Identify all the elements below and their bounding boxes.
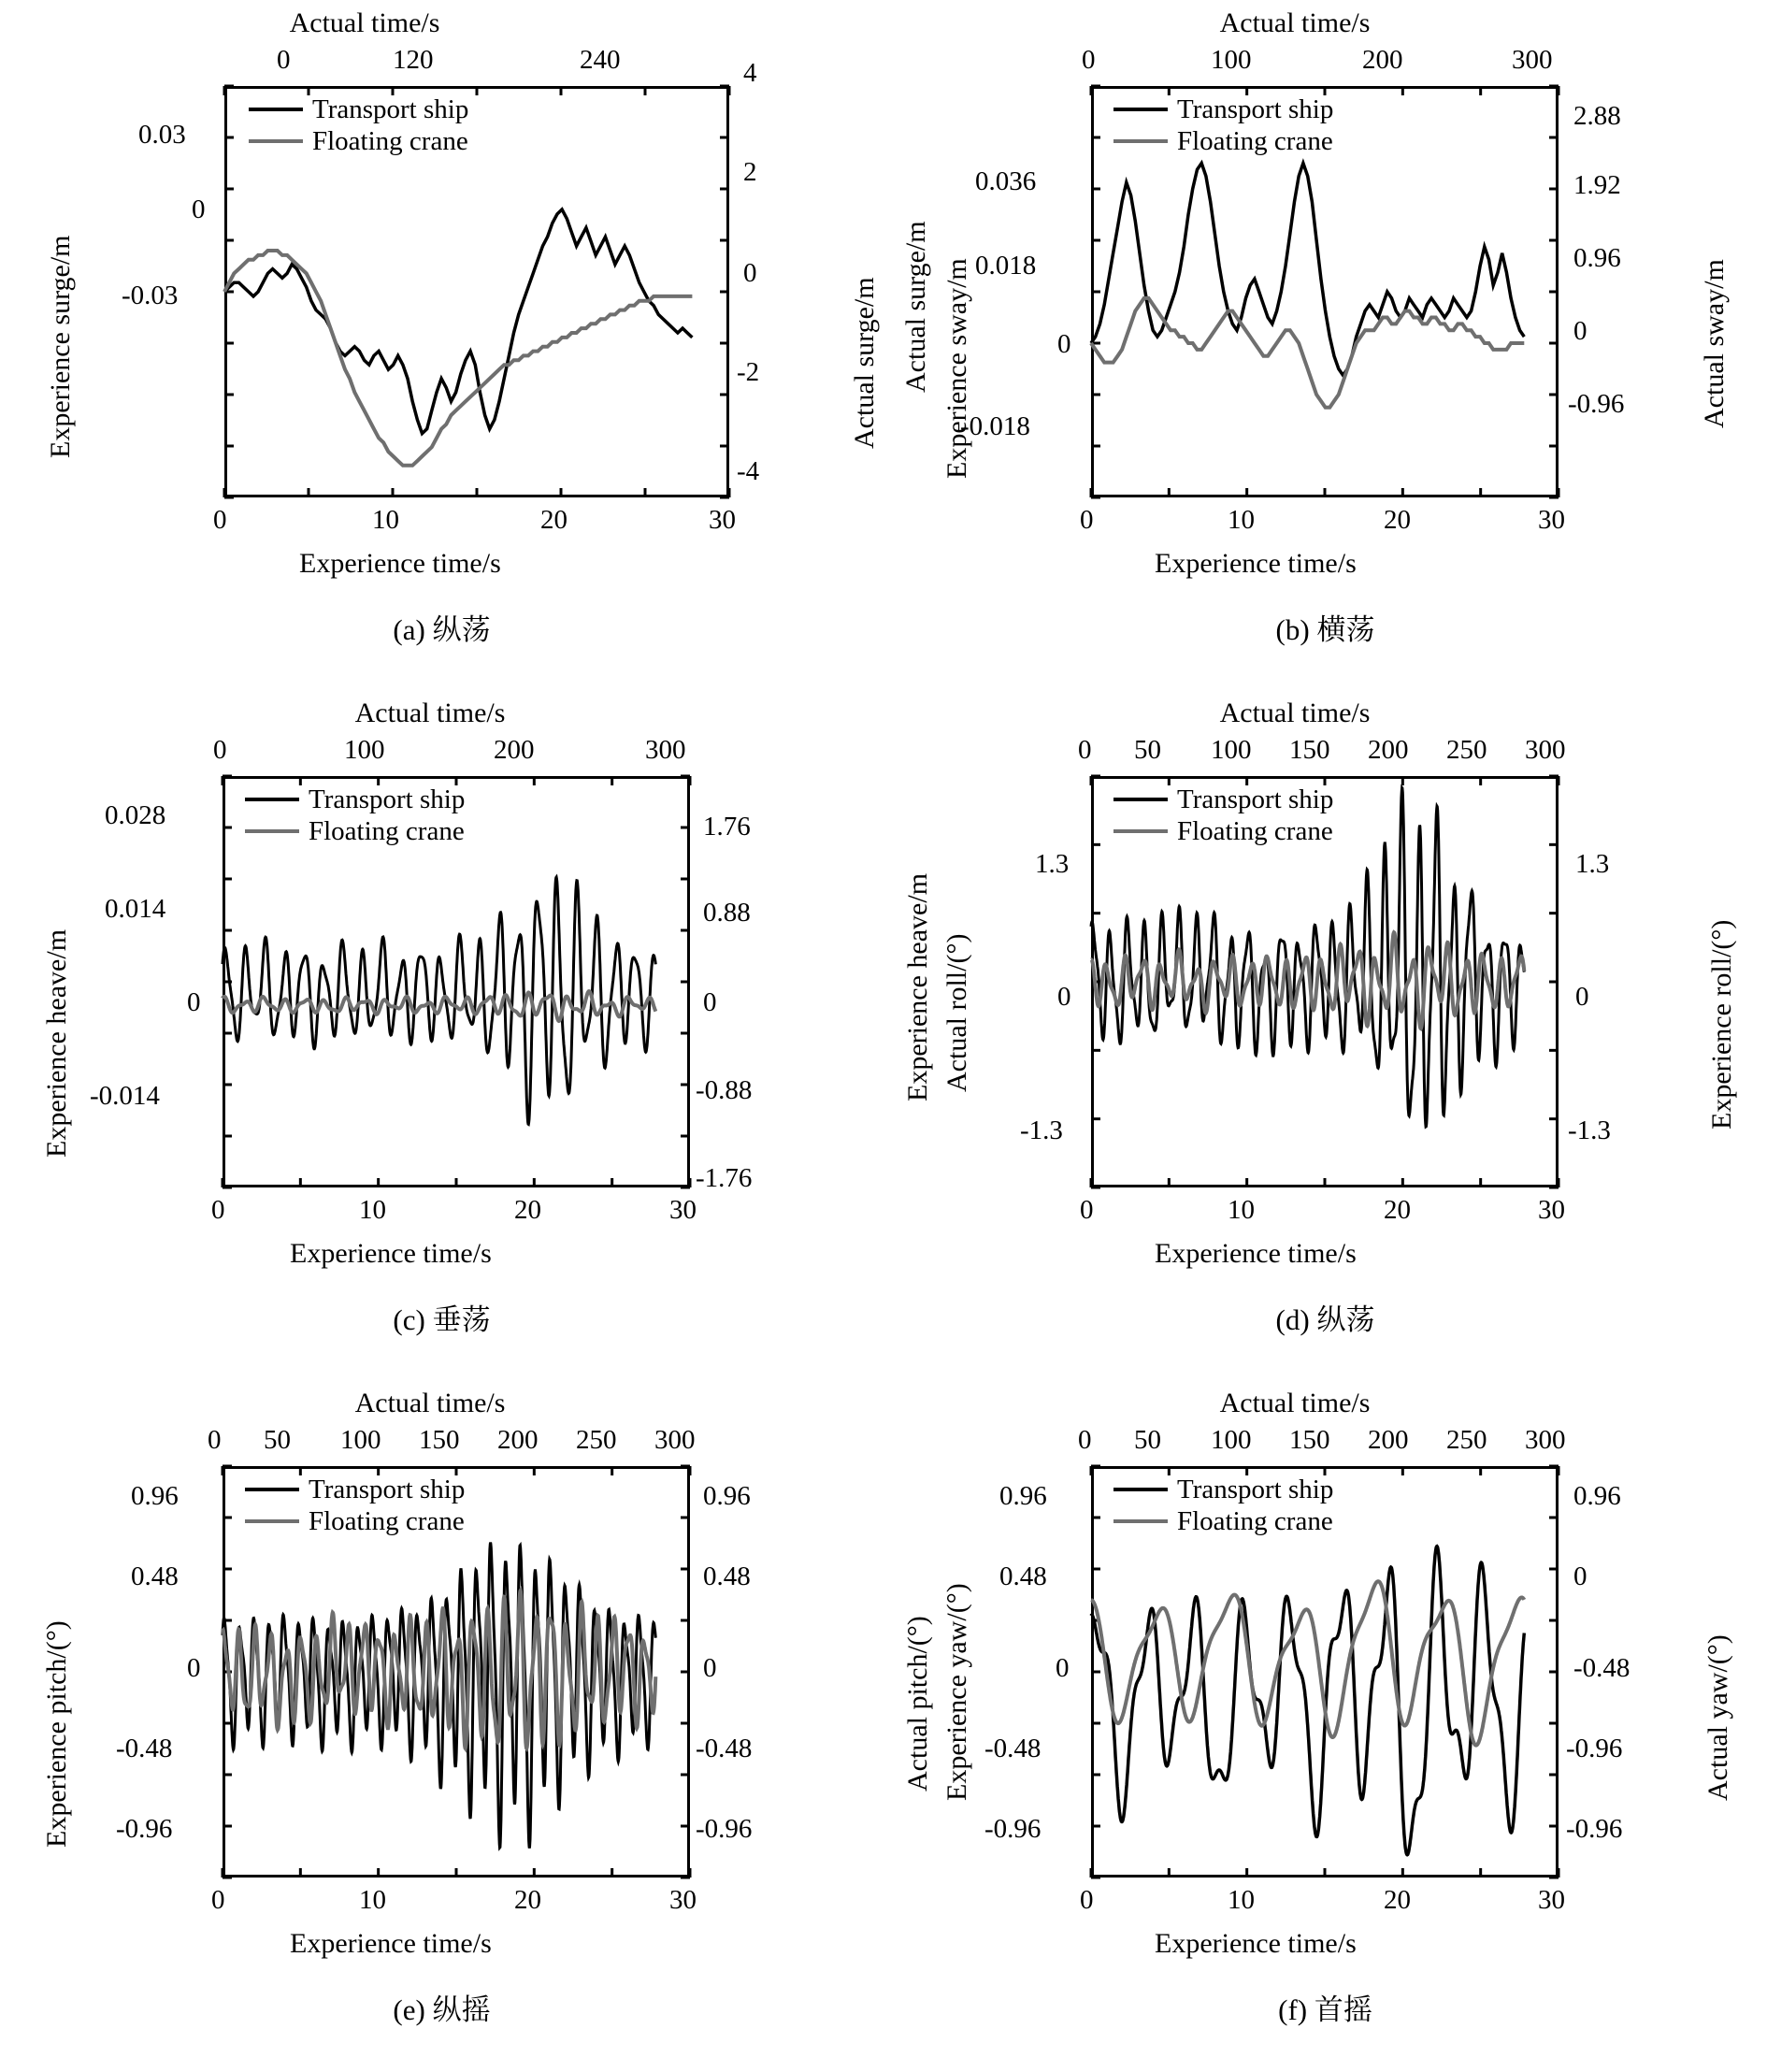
panel-d-top-tick-150: 150 [1289, 735, 1330, 765]
panel-c-ytick-right-1.76: 1.76 [703, 812, 751, 842]
panel-e-ytick-right-0.96: 0.96 [703, 1481, 751, 1511]
panel-e-ytick-right-0: 0 [703, 1653, 717, 1683]
panel-f-ylabel-left-outer: Actual pitch/(°) [902, 1616, 933, 1791]
panel-d [884, 690, 1767, 1380]
panel-b-ytick-right-0: 0 [1573, 316, 1587, 346]
panel-c-ytick-0.014: 0.014 [105, 894, 166, 924]
legend-label-floating-crane: Floating crane [1177, 1505, 1333, 1536]
panel-b-ytick-0.018: 0.018 [975, 251, 1037, 281]
panel-c-xtick-0: 0 [211, 1195, 225, 1225]
panel-b-caption: (b) 横荡 [1275, 613, 1375, 646]
legend-line-transport-ship [1113, 1488, 1168, 1491]
panel-b-ytick-right-2.88: 2.88 [1573, 101, 1621, 131]
panel-f-ytick-right--0.96: -0.96 [1566, 1814, 1623, 1844]
panel-e-top-tick-100: 100 [340, 1425, 381, 1455]
legend-line-floating-crane [1113, 1519, 1168, 1523]
legend-line-floating-crane [245, 1519, 299, 1523]
legend-label-transport-ship: Transport ship [309, 784, 466, 814]
panel-d-caption: (d) 纵荡 [1275, 1303, 1375, 1336]
panel-b-xtick-10: 10 [1228, 505, 1255, 535]
panel-f-ytick--0.48: -0.48 [984, 1734, 1042, 1763]
panel-d-ytick-right--1.3: -1.3 [1568, 1115, 1611, 1145]
panel-a-ytick-0: 0 [192, 194, 206, 224]
panel-e-xtick-0: 0 [211, 1885, 225, 1915]
panel-a [0, 0, 884, 690]
panel-f-ytick-right--0.48: -0.96 [1566, 1734, 1623, 1763]
panel-c-legend [245, 784, 465, 847]
panel-c-ytick-right--0.88: -0.88 [696, 1075, 753, 1105]
panel-a-ylabel: Experience surge/m [45, 235, 76, 458]
panel-f-ytick-right-0: -0.48 [1573, 1653, 1631, 1683]
legend-line-transport-ship [245, 798, 299, 801]
panel-e-top-tick-150: 150 [419, 1425, 460, 1455]
panel-b-legend [1113, 94, 1333, 157]
panel-f-ytick-right-0.96: 0.96 [1573, 1481, 1621, 1511]
legend-line-transport-ship [1113, 798, 1168, 801]
panel-f-top-tick-0: 0 [1078, 1425, 1092, 1455]
panel-f-caption: (f) 首摇 [1278, 1993, 1372, 2026]
panel-a-top-axis-title: Actual time/s [289, 7, 440, 38]
panel-e-xtick-20: 20 [514, 1885, 541, 1915]
panel-e-top-tick-300: 300 [654, 1425, 696, 1455]
panel-a-ytick-right-4: 4 [743, 58, 757, 88]
panel-a-ylabel-right: Actual surge/m [849, 277, 880, 449]
panel-e [0, 1380, 884, 2072]
panel-d-xtick-10: 10 [1228, 1195, 1255, 1225]
panel-e-top-axis-title: Actual time/s [354, 1388, 506, 1418]
legend-label-floating-crane: Floating crane [312, 125, 468, 156]
panel-e-ylabel: Experience pitch/(°) [41, 1620, 72, 1848]
panel-b-ytick-0: 0 [1057, 329, 1071, 359]
panel-e-xtick-30: 30 [669, 1885, 697, 1915]
legend-label-transport-ship: Transport ship [1177, 784, 1334, 814]
panel-a-xlabel: Experience time/s [299, 548, 501, 579]
panel-c-top-tick-200: 200 [494, 735, 535, 765]
panel-a-xtick-30: 30 [709, 505, 736, 535]
panel-a-top-tick-2: 240 [580, 45, 621, 75]
panel-d-ytick--1.3: -1.3 [1020, 1115, 1063, 1145]
panel-e-ytick-right--0.96: -0.96 [696, 1814, 753, 1844]
panel-c-top-axis-title: Actual time/s [354, 698, 506, 728]
panel-f-ytick--0.96: -0.96 [984, 1814, 1042, 1844]
panel-b-ytick-right-0.96: 0.96 [1573, 243, 1621, 273]
panel-d-ylabel-left-outer: Actual roll/(°) [941, 933, 972, 1092]
panel-e-ytick-right-0.48: 0.48 [703, 1561, 751, 1591]
panel-e-caption: (e) 纵摇 [393, 1993, 491, 2026]
legend-line-floating-crane [1113, 829, 1168, 833]
panel-c-ylabel: Experience heave/m [41, 928, 72, 1158]
panel-d-top-tick-200: 200 [1368, 735, 1409, 765]
panel-a-ytick--0.03: -0.03 [122, 281, 179, 310]
legend-label-floating-crane: Floating crane [1177, 125, 1333, 156]
panel-f-xtick-30: 30 [1538, 1885, 1565, 1915]
panel-e-legend [245, 1474, 465, 1537]
panel-b-top-tick-0: 0 [1082, 45, 1096, 75]
panel-a-legend [249, 94, 468, 157]
panel-b-ytick--0.018: -0.018 [960, 411, 1030, 441]
panel-b-ylabel-right: Actual sway/m [1699, 259, 1730, 428]
panel-d-top-tick-300: 300 [1525, 735, 1566, 765]
panel-a-ytick-right--4: -4 [737, 456, 760, 486]
legend-label-transport-ship: Transport ship [1177, 1474, 1334, 1504]
panel-f-ytick-0.96: 0.96 [999, 1481, 1047, 1511]
panel-f-top-axis-title: Actual time/s [1219, 1388, 1371, 1418]
panel-c-ytick--0.014: -0.014 [90, 1081, 160, 1111]
panel-d-xtick-20: 20 [1384, 1195, 1411, 1225]
legend-line-transport-ship [249, 108, 303, 111]
panel-d-legend [1113, 784, 1333, 847]
panel-e-top-tick-0: 0 [208, 1425, 222, 1455]
panel-b-top-tick-300: 300 [1512, 45, 1553, 75]
panel-e-ytick-0.48: 0.48 [131, 1561, 179, 1591]
panel-a-caption: (a) 纵荡 [393, 613, 491, 646]
panel-d-xtick-0: 0 [1080, 1195, 1094, 1225]
panel-f [884, 1380, 1767, 2072]
panel-e-top-tick-50: 50 [264, 1425, 291, 1455]
panel-e-ytick--0.96: -0.96 [116, 1814, 173, 1844]
panel-f-xtick-20: 20 [1384, 1885, 1411, 1915]
panel-c-ytick-0.028: 0.028 [105, 800, 166, 830]
panel-e-top-tick-200: 200 [497, 1425, 539, 1455]
panel-c-caption: (c) 垂荡 [393, 1303, 491, 1336]
panel-b-top-tick-100: 100 [1211, 45, 1252, 75]
panel-e-ytick-0: 0 [187, 1653, 201, 1683]
panel-f-ytick-right-0.48: 0 [1573, 1561, 1587, 1591]
panel-d-ylabel-outer: Experience heave/m [902, 872, 933, 1101]
legend-line-transport-ship [245, 1488, 299, 1491]
panel-f-top-tick-300: 300 [1525, 1425, 1566, 1455]
panel-c-ytick-right--1.76: -1.76 [696, 1163, 753, 1193]
panel-b [884, 0, 1767, 690]
panel-b-ytick-right--0.96: -0.96 [1568, 389, 1625, 419]
panel-b-xtick-20: 20 [1384, 505, 1411, 535]
panel-a-ytick-right-2: 2 [743, 157, 757, 187]
panel-d-top-tick-50: 50 [1134, 735, 1161, 765]
panel-f-xtick-10: 10 [1228, 1885, 1255, 1915]
panel-d-top-axis-title: Actual time/s [1219, 698, 1371, 728]
panel-b-xtick-30: 30 [1538, 505, 1565, 535]
panel-a-ytick-right-0: 0 [743, 258, 757, 288]
panel-d-ytick-right-0: 0 [1575, 982, 1589, 1012]
panel-c-ytick-right-0.88: 0.88 [703, 898, 751, 928]
panel-b-xtick-0: 0 [1080, 505, 1094, 535]
panel-d-ytick-right-1.3: 1.3 [1575, 849, 1610, 879]
panel-a-ytick-0.03: 0.03 [138, 120, 186, 150]
panel-f-xlabel: Experience time/s [1155, 1928, 1357, 1959]
panel-a-ytick-right--2: -2 [737, 357, 760, 387]
panel-c [0, 690, 884, 1380]
panel-b-ylabel-left-outer: Actual surge/m [900, 221, 931, 393]
panel-f-top-tick-150: 150 [1289, 1425, 1330, 1455]
legend-label-floating-crane: Floating crane [309, 1505, 465, 1536]
legend-label-floating-crane: Floating crane [309, 815, 465, 846]
legend-label-floating-crane: Floating crane [1177, 815, 1333, 846]
panel-f-ylabel-right: Actual yaw/(°) [1702, 1634, 1733, 1801]
panel-c-ytick-right-0: 0 [703, 987, 717, 1017]
panel-e-ytick--0.48: -0.48 [116, 1734, 173, 1763]
panel-b-top-axis-title: Actual time/s [1219, 7, 1371, 38]
panel-b-ytick-right-1.92: 1.92 [1573, 170, 1621, 200]
panel-a-top-tick-0: 0 [277, 45, 291, 75]
panel-c-top-tick-100: 100 [344, 735, 385, 765]
panel-d-top-tick-250: 250 [1446, 735, 1487, 765]
panel-d-ytick-1.3: 1.3 [1035, 849, 1070, 879]
panel-e-xtick-10: 10 [359, 1885, 386, 1915]
panel-b-ytick-0.036: 0.036 [975, 166, 1037, 196]
panel-a-xtick-0: 0 [213, 505, 227, 535]
panel-f-top-tick-250: 250 [1446, 1425, 1487, 1455]
legend-line-transport-ship [1113, 108, 1168, 111]
panel-d-ytick-0: 0 [1057, 982, 1071, 1012]
panel-e-ytick-right--0.48: -0.48 [696, 1734, 753, 1763]
panel-b-xlabel: Experience time/s [1155, 548, 1357, 579]
legend-line-floating-crane [1113, 139, 1168, 143]
panel-b-ylabel: Experience sway/m [941, 258, 972, 479]
panel-f-ylabel: Experience yaw/(°) [941, 1583, 972, 1801]
panel-e-ytick-0.96: 0.96 [131, 1481, 179, 1511]
panel-a-xtick-20: 20 [540, 505, 567, 535]
panel-e-xlabel: Experience time/s [290, 1928, 492, 1959]
panel-f-top-tick-200: 200 [1368, 1425, 1409, 1455]
panel-c-xtick-30: 30 [669, 1195, 697, 1225]
panel-e-top-tick-250: 250 [576, 1425, 617, 1455]
panel-a-top-tick-1: 120 [393, 45, 434, 75]
panel-d-xlabel: Experience time/s [1155, 1238, 1357, 1269]
panel-f-ytick-0.48: 0.48 [999, 1561, 1047, 1591]
panel-d-xtick-30: 30 [1538, 1195, 1565, 1225]
panel-d-ylabel-right: Experience roll/(°) [1706, 919, 1737, 1130]
panel-f-ytick-0: 0 [1056, 1653, 1070, 1683]
panel-c-ytick-0: 0 [187, 987, 201, 1017]
legend-label-transport-ship: Transport ship [1177, 94, 1334, 124]
panel-d-top-tick-0: 0 [1078, 735, 1092, 765]
panel-f-xtick-0: 0 [1080, 1885, 1094, 1915]
legend-line-floating-crane [245, 829, 299, 833]
panel-b-top-tick-200: 200 [1362, 45, 1403, 75]
panel-c-xlabel: Experience time/s [290, 1238, 492, 1269]
panel-f-legend [1113, 1474, 1333, 1537]
panel-c-top-tick-300: 300 [645, 735, 686, 765]
panel-c-top-tick-0: 0 [213, 735, 227, 765]
panel-c-xtick-20: 20 [514, 1195, 541, 1225]
panel-a-xtick-10: 10 [372, 505, 399, 535]
panel-c-xtick-10: 10 [359, 1195, 386, 1225]
legend-label-transport-ship: Transport ship [309, 1474, 466, 1504]
legend-label-transport-ship: Transport ship [312, 94, 469, 124]
panel-f-top-tick-100: 100 [1211, 1425, 1252, 1455]
panel-d-top-tick-100: 100 [1211, 735, 1252, 765]
panel-f-top-tick-50: 50 [1134, 1425, 1161, 1455]
legend-line-floating-crane [249, 139, 303, 143]
